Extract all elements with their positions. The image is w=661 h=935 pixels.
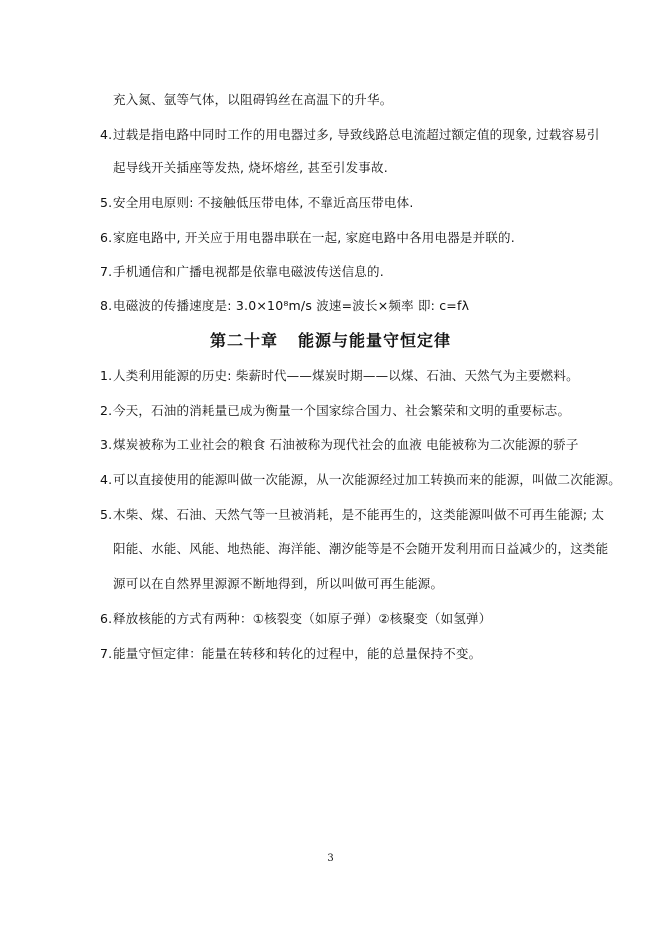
item-text: 安全用电原则: 不接触低压带电体, 不靠近高压带电体. [113, 195, 414, 210]
list-item [100, 507, 604, 523]
page-number: 3 [327, 853, 334, 864]
item-text: 可以直接使用的能源叫做一次能源，从一次能源经过加工转换而来的能源，叫做二次能源。 [113, 472, 622, 487]
item-text: 手机通信和广播电视都是依靠电磁波传送信息的. [113, 264, 384, 279]
item-number: 5. [100, 507, 113, 522]
chapter-heading [0, 331, 661, 351]
list-item [100, 127, 600, 143]
list-item [100, 230, 515, 246]
list-item [100, 472, 621, 488]
item-number: 4. [100, 127, 113, 142]
item-number: 8. [100, 298, 113, 313]
item-number: 1. [100, 368, 113, 383]
list-item [100, 264, 384, 280]
item-number: 6. [100, 230, 113, 245]
chapter-subtitle: 能源与能量守恒定律 [298, 331, 452, 350]
chapter-title: 第二十章 [209, 331, 278, 350]
list-item [100, 611, 491, 627]
paragraph-line: 起导线开关插座等发热, 烧坏熔丝, 甚至引发事故. [113, 160, 388, 175]
list-item [100, 195, 414, 211]
item-text: 木柴、煤、石油、天然气等一旦被消耗，是不能再生的，这类能源叫做不可再生能源; 太 [113, 507, 605, 522]
item-text: 能量守恒定律：能量在转移和转化的过程中，能的总量保持不变。 [113, 646, 482, 661]
item-number: 7. [100, 646, 113, 661]
item-number: 4. [100, 472, 113, 487]
list-item [100, 403, 570, 419]
item-number: 2. [100, 403, 113, 418]
item-text: 家庭电路中, 开关应于用电器串联在一起, 家庭电路中各用电器是并联的. [113, 230, 515, 245]
list-item [100, 437, 579, 453]
item-text: 人类利用能源的历史: 柴薪时代——煤炭时期——以煤、石油、天然气为主要燃料。 [113, 368, 579, 383]
item-number: 5. [100, 195, 113, 210]
item-text: 电磁波的传播速度是: 3.0×10⁸m/s 波速=波长×频率 即: c=fλ [113, 298, 470, 313]
item-number: 3. [100, 437, 113, 452]
list-item [100, 298, 469, 314]
paragraph-line: 阳能、水能、风能、地热能、海洋能、潮汐能等是不会随开发利用而日益减少的，这类能 [113, 541, 609, 556]
item-number: 7. [100, 264, 113, 279]
paragraph-line: 源可以在自然界里源源不断地得到，所以叫做可再生能源。 [113, 576, 444, 591]
item-text: 煤炭被称为工业社会的粮食 石油被称为现代社会的血液 电能被称为二次能源的骄子 [113, 437, 579, 452]
item-text: 今天，石油的消耗量已成为衡量一个国家综合国力、社会繁荣和文明的重要标志。 [113, 403, 571, 418]
item-text: 释放核能的方式有两种：①核裂变（如原子弹）②核聚变（如氢弹） [113, 611, 492, 626]
item-text: 过载是指电路中同时工作的用电器过多, 导致线路总电流超过额定值的现象, 过载容易引 [113, 127, 600, 142]
list-item [100, 646, 481, 662]
paragraph-line: 充入氮、氩等气体，以阻碍钨丝在高温下的升华。 [113, 92, 393, 107]
list-item [100, 368, 579, 384]
item-number: 6. [100, 611, 113, 626]
